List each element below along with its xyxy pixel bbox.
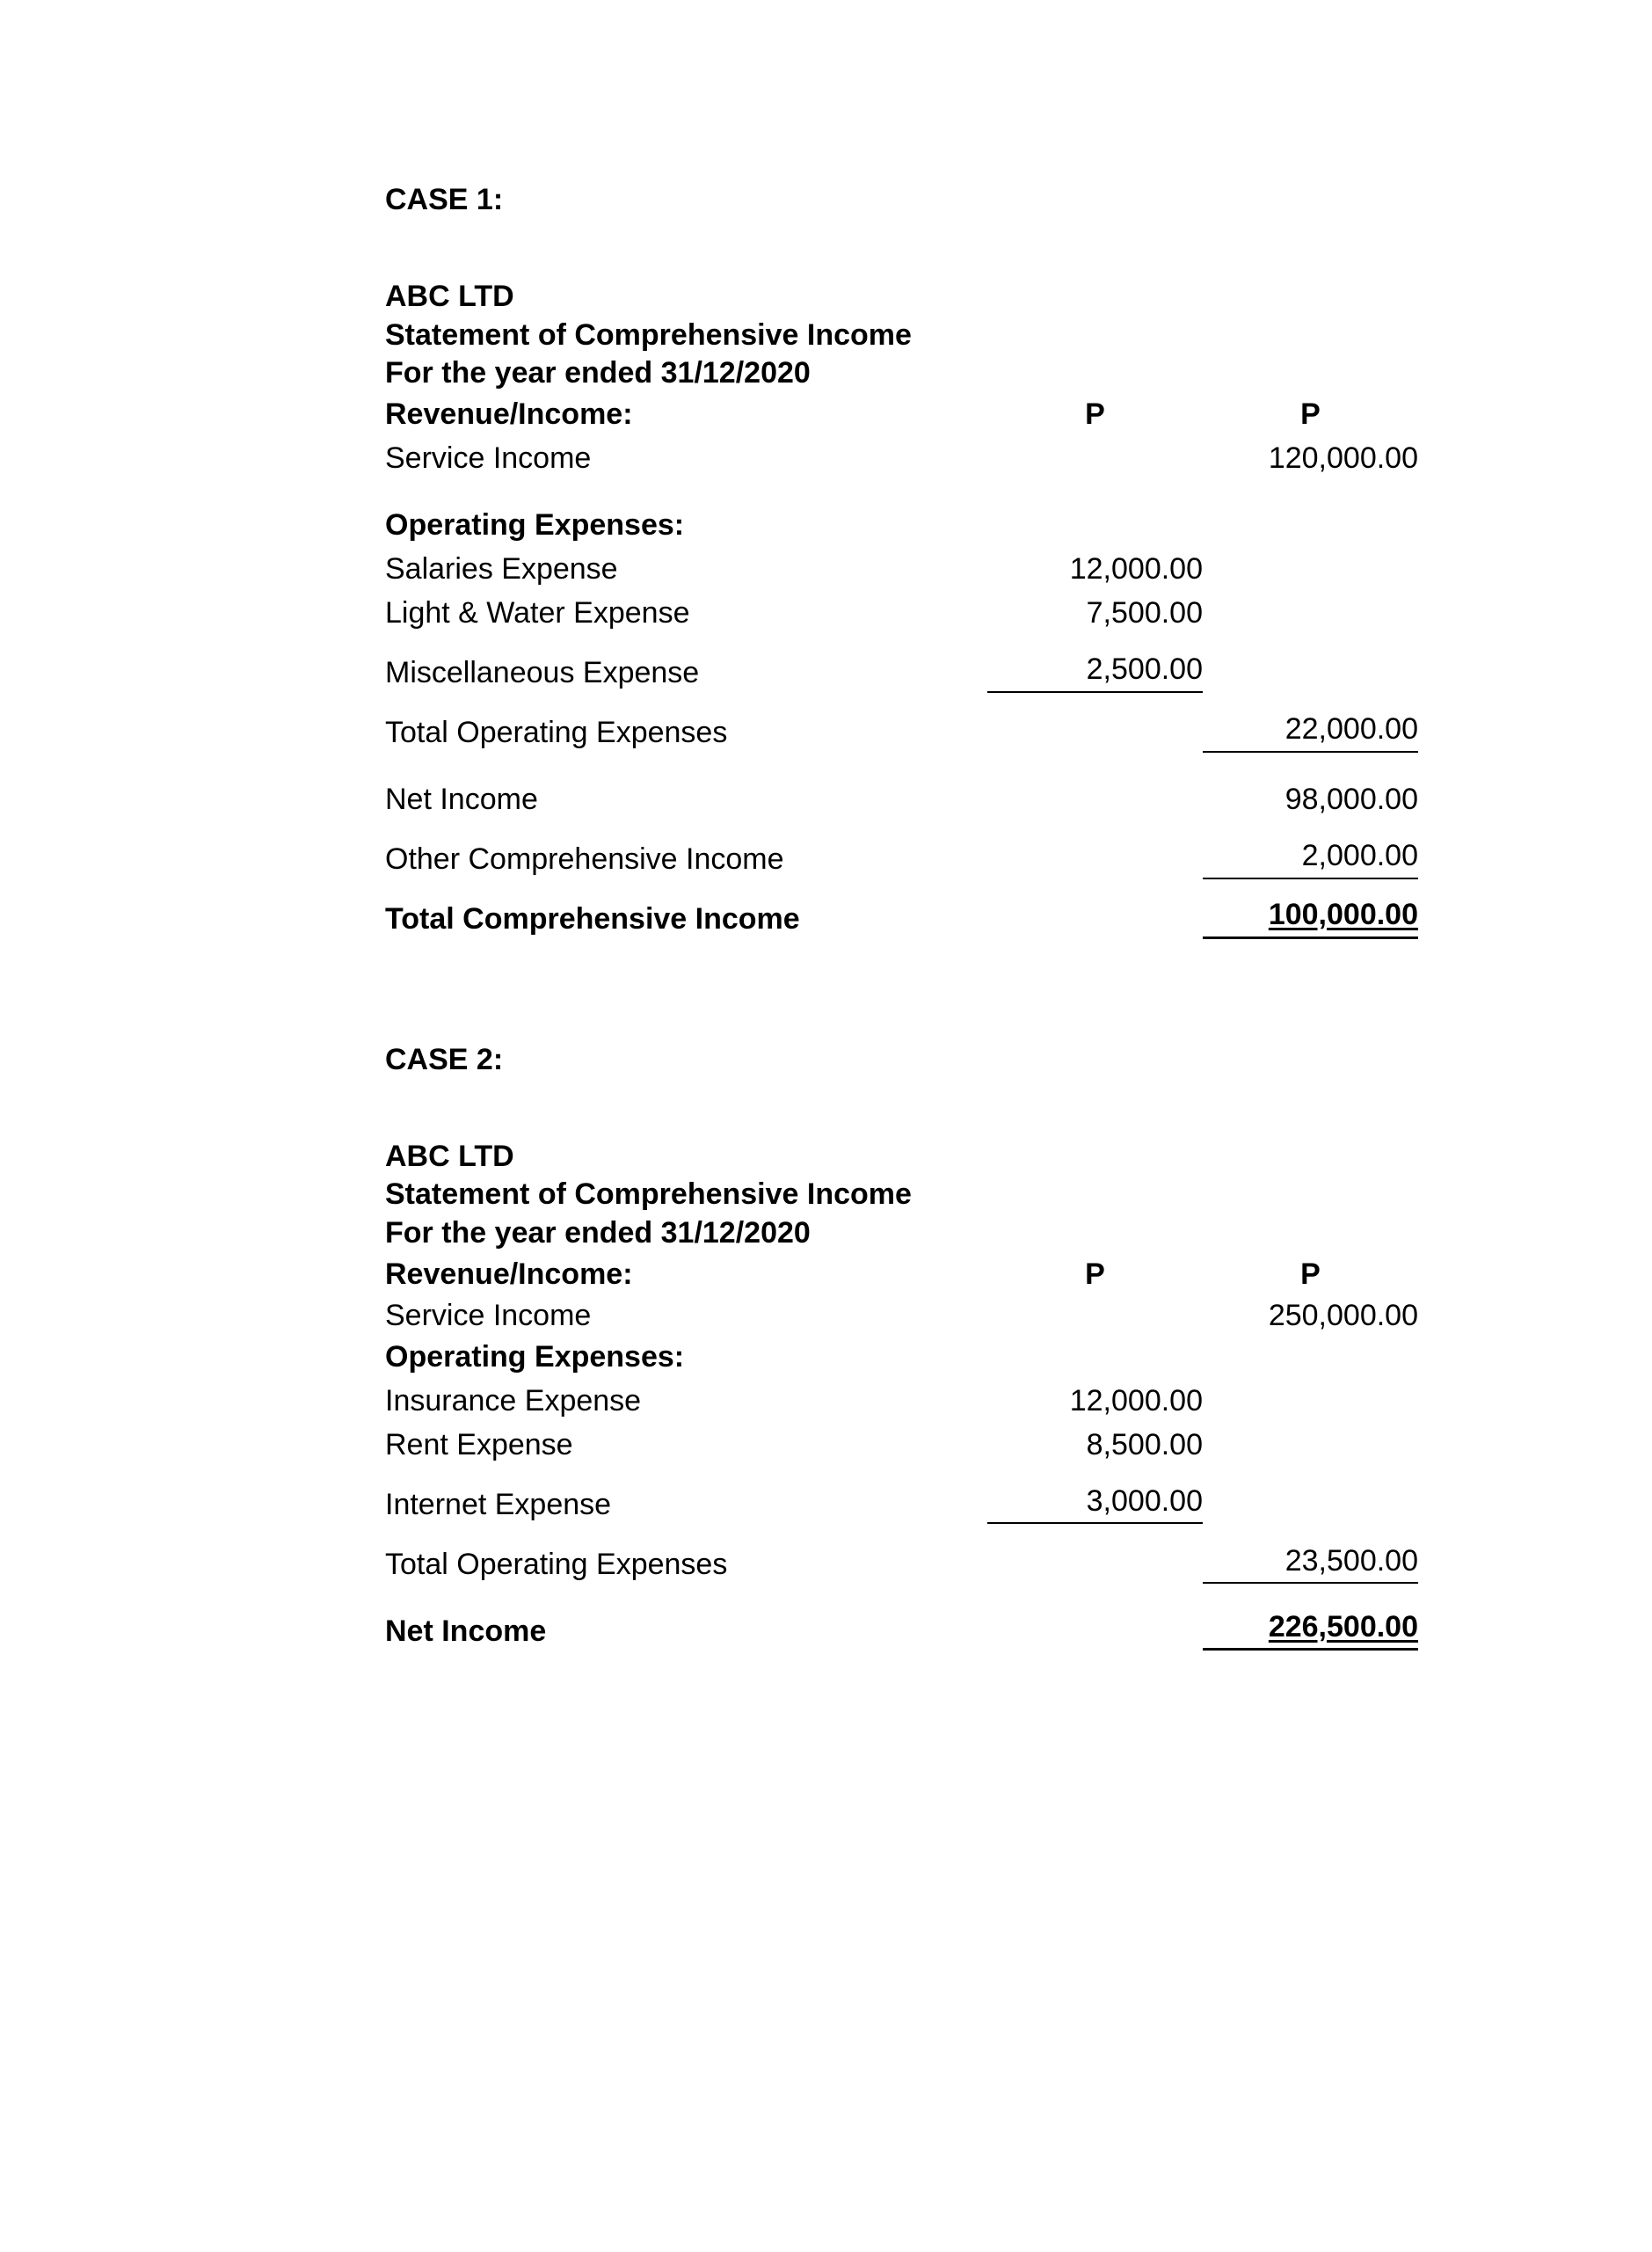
row-label: Service Income [385,1298,592,1332]
row-label: Total Comprehensive Income [385,902,800,937]
table-row [385,1464,1418,1524]
row-col2: 226,500.00 [1203,1584,1418,1651]
row-col1: 8,500.00 [1086,1427,1203,1461]
table-row [385,820,1418,879]
case-1-revenue-header: Revenue/Income: [385,397,633,432]
row-col1: 12,000.00 [1069,1383,1203,1418]
spacer [385,215,1466,278]
row-col2 [1203,1335,1418,1376]
row-label: Light & Water Expense [385,596,690,630]
case-2-currency-col1: P [1085,1257,1105,1291]
row-col1 [987,693,1203,753]
table-row [385,434,1418,478]
row-col2 [1203,478,1418,545]
table-row [385,693,1418,753]
row-label: Insurance Expense [385,1383,642,1418]
row-col2 [1203,633,1418,693]
table-row [385,633,1418,693]
row-col2: 98,000.00 [1284,783,1418,817]
table-row [385,1584,1418,1651]
table-row [385,753,1418,820]
case-1-heading: CASE 1: [385,183,504,216]
row-col1 [987,1335,1203,1376]
row-col1: 12,000.00 [1069,552,1203,587]
case-2-revenue-header: Revenue/Income: [385,1257,633,1291]
row-col1 [987,820,1203,879]
row-col2 [1203,1376,1418,1420]
case-1-statement-title: Statement of Comprehensive Income [385,317,912,352]
row-label: Rent Expense [385,1427,573,1461]
row-label: Total Operating Expenses [385,1547,728,1581]
row-label: Service Income [385,441,592,476]
case-1-table [385,393,1418,939]
table-row [385,1524,1418,1584]
row-label: Salaries Expense [385,552,618,587]
row-label: Miscellaneous Expense [385,656,700,690]
row-col2: 250,000.00 [1268,1298,1418,1332]
row-label: Net Income [385,1614,547,1648]
row-label: Operating Expenses: [385,1339,685,1374]
case-2-period: For the year ended 31/12/2020 [385,1215,811,1250]
document-body [385,185,1466,1651]
row-col2: 2,000.00 [1203,820,1418,879]
row-col2: 22,000.00 [1203,693,1418,753]
row-col2: 120,000.00 [1268,441,1418,476]
case-1-period: For the year ended 31/12/2020 [385,356,811,390]
spacer [385,1075,1466,1138]
table-row [385,545,1418,589]
case-2-currency-col2: P [1300,1257,1321,1291]
table-row [385,1335,1418,1376]
row-col1: 2,500.00 [987,633,1203,693]
row-col1: 3,000.00 [987,1464,1203,1524]
table-row [385,879,1418,939]
row-col1 [987,1584,1203,1651]
row-col1 [987,434,1203,478]
row-col2 [1203,1420,1418,1464]
case-2-company: ABC LTD [385,1139,514,1173]
case-1-currency-col2: P [1300,397,1321,432]
case-2-heading: CASE 2: [385,1042,504,1076]
row-col2 [1203,545,1418,589]
spacer [385,939,1466,1045]
table-row [385,1294,1418,1335]
row-label: Operating Expenses: [385,508,685,543]
row-label: Other Comprehensive Income [385,842,784,877]
case-2-statement-title: Statement of Comprehensive Income [385,1177,912,1212]
row-label: Internet Expense [385,1487,612,1521]
row-col2 [1203,589,1418,633]
row-col2 [1203,1464,1418,1524]
case-2-table [385,1252,1418,1651]
row-col2: 23,500.00 [1203,1524,1418,1584]
row-col1 [987,1524,1203,1584]
table-row [385,1252,1418,1294]
case-1-company: ABC LTD [385,280,514,313]
row-col1 [987,1294,1203,1335]
row-col1 [987,879,1203,939]
row-col2: 100,000.00 [1203,879,1418,939]
row-col1 [987,753,1203,820]
row-label: Total Operating Expenses [385,716,728,750]
row-col1 [987,478,1203,545]
table-row [385,393,1418,434]
table-row [385,478,1418,545]
table-row [385,1420,1418,1464]
row-col1: 7,500.00 [1086,596,1203,630]
case-1-currency-col1: P [1085,397,1105,432]
table-row [385,589,1418,633]
table-row [385,1376,1418,1420]
row-label: Net Income [385,783,538,817]
